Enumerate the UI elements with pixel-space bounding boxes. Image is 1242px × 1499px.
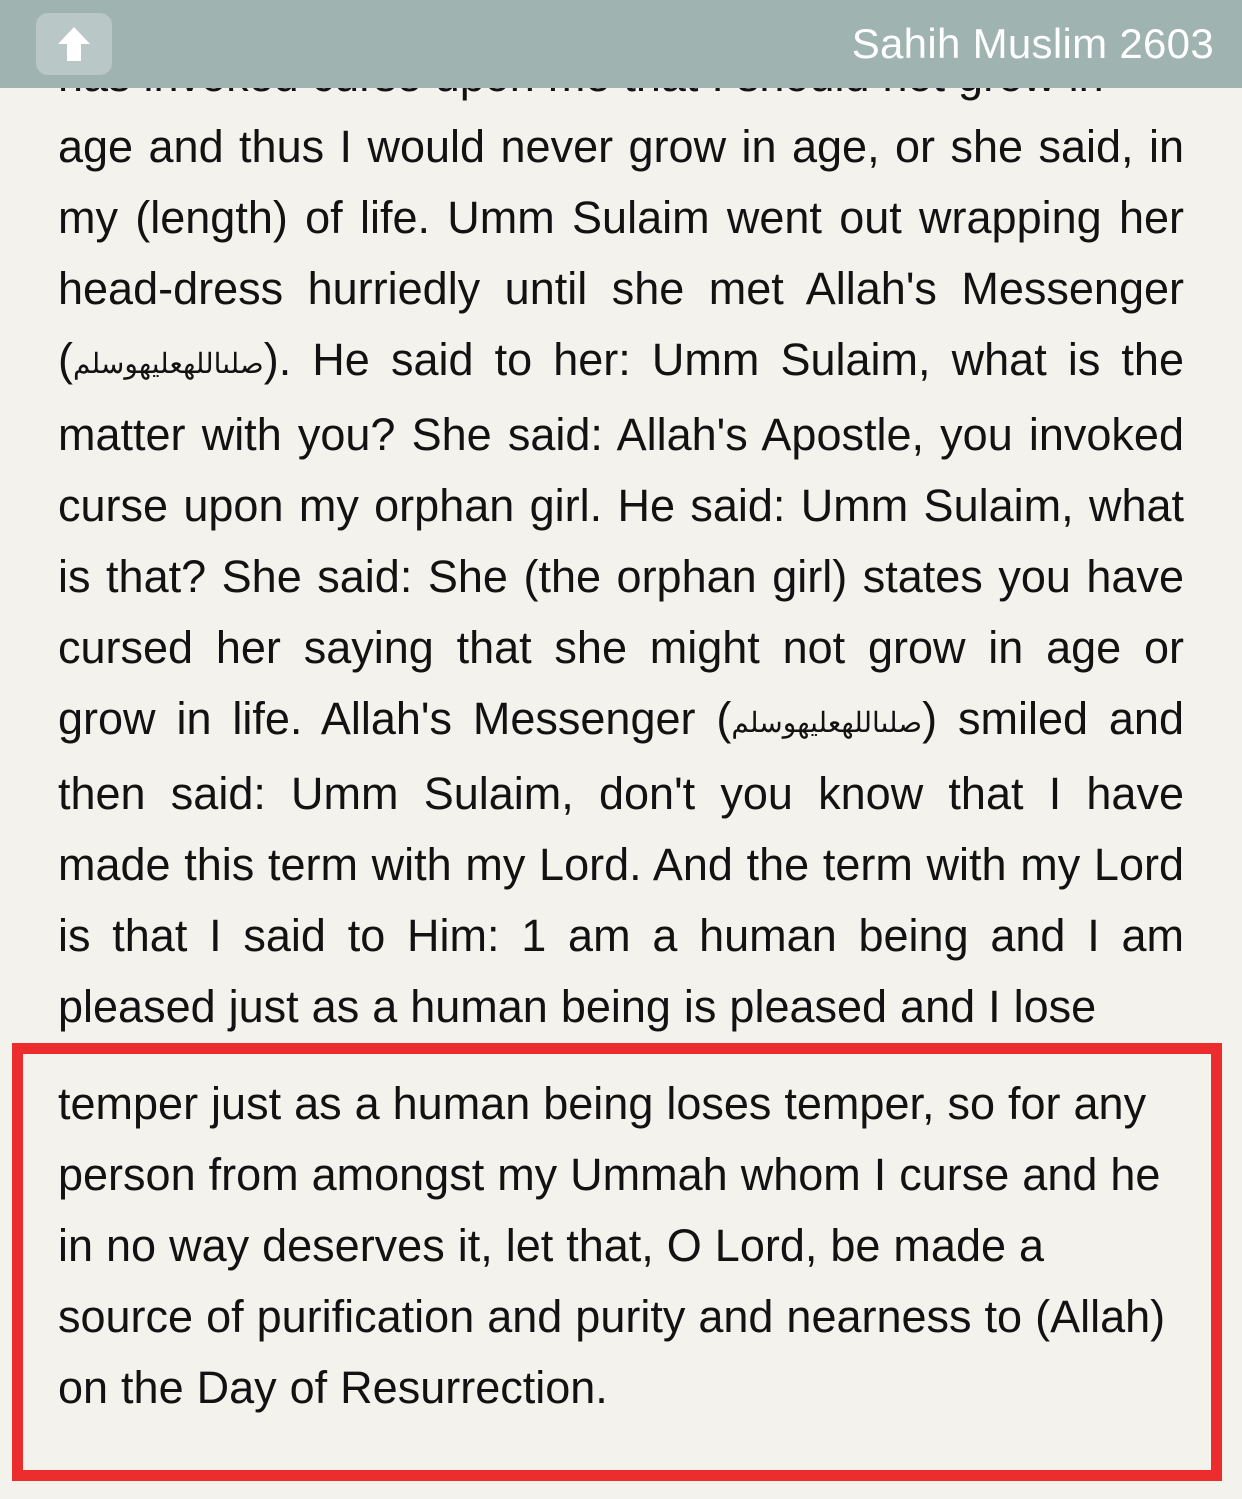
pbuh-symbol-icon: صلىاللهعليهوسلم — [73, 348, 264, 379]
up-arrow-icon — [56, 25, 92, 63]
highlighted-passage — [58, 1068, 1184, 1423]
body-segment-2: ). He said to her: Umm Sulaim, what is the matter with you? She said: Allah's Apostle, you invoked curse upon my orphan girl. He said: Umm Sulaim, what is that? She said: She (the orphan girl) states you have cursed her saying that she might not grow in age or grow in life. Allah's Messenger ( — [58, 334, 1184, 744]
hadith-body-paragraph — [58, 111, 1184, 1042]
body-segment-3: ) smiled and then said: Umm Sulaim, don't you know that I have made this term with my Lord. And the term with my Lord is that I said to Him: 1 am a human being and I am pleased just as a human being is pleased and I lose — [58, 693, 1184, 1032]
app-header — [0, 0, 1242, 88]
body-segment-1: age and thus I would never grow in age, or she said, in my (length) of life. Umm Sulaim went out wrapping her head-dress hurriedly until she met Allah's Messenger ( — [58, 121, 1184, 385]
highlight-top-mask — [23, 1054, 1211, 1064]
page-title: Sahih Muslim 2603 — [851, 20, 1214, 67]
pbuh-symbol-icon-2: صلىاللهعليهوسلم — [731, 707, 923, 738]
highlighted-text: temper just as a human being loses temper, so for any person from amongst my Ummah whom I curse and he in no way deserves it, let that, O Lord, be made a source of purification and purity and nearness to (Allah) on the Day of Resurrection. — [58, 1078, 1166, 1413]
back-button[interactable] — [36, 13, 112, 75]
